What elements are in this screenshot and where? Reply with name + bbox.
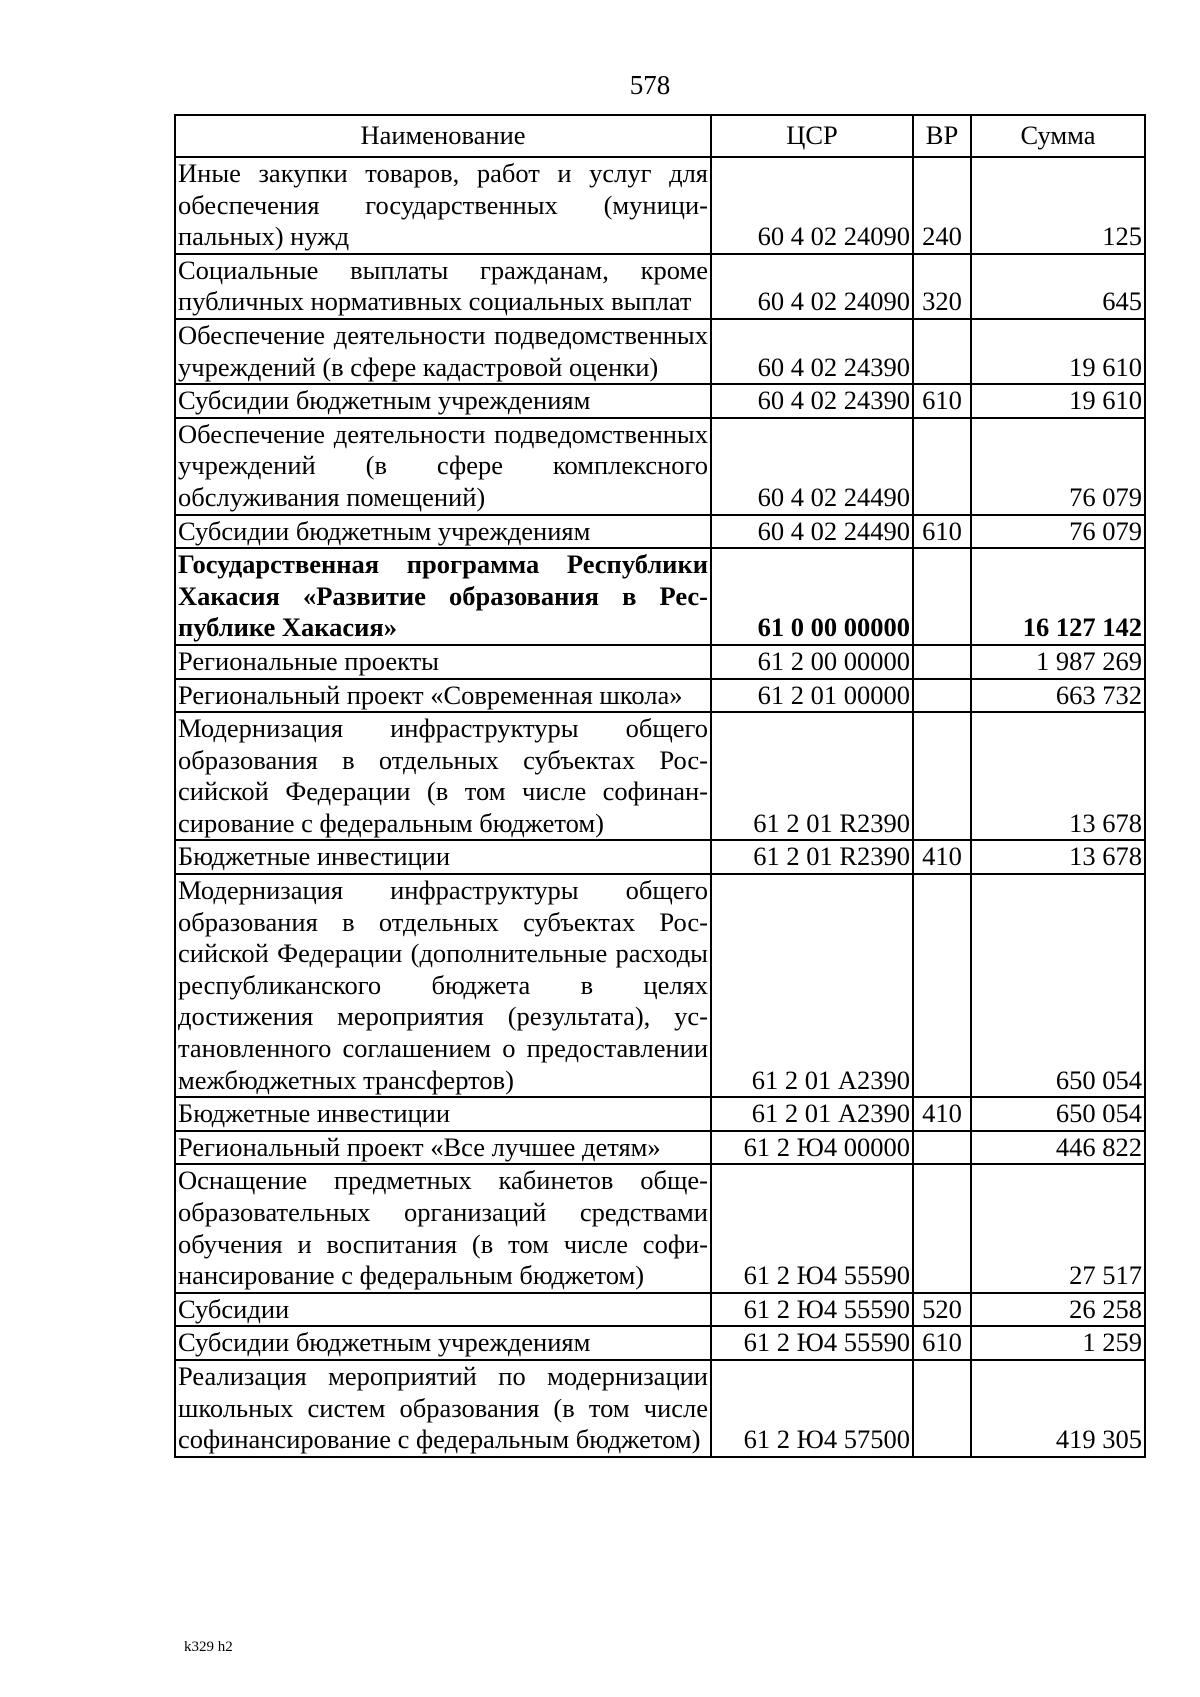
header-name: Наименование bbox=[175, 115, 711, 157]
row-vr-cell bbox=[913, 548, 971, 645]
row-name-cell: Субсидии бюджетным учреждениям bbox=[175, 1326, 711, 1360]
row-name-cell: Модернизация инфраструктуры общего образования в отдельных субъектах Российской Федерации (дополнительные расходы республиканского бюджета в целях достижения мероприятия (результата), установленного соглашением о предоставлении межбюджетных трансфертов) bbox=[175, 874, 711, 1097]
row-csr-cell: 61 2 01 R2390 bbox=[711, 840, 913, 874]
row-sum-cell: 76 079 bbox=[971, 418, 1145, 515]
table-row bbox=[175, 1131, 1145, 1165]
row-csr-cell: 61 2 Ю4 55590 bbox=[711, 1293, 913, 1327]
row-csr-cell: 60 4 02 24490 bbox=[711, 418, 913, 515]
row-sum-cell: 16 127 142 bbox=[971, 548, 1145, 645]
table-row bbox=[175, 1097, 1145, 1131]
table-row bbox=[175, 1293, 1145, 1327]
row-vr-cell bbox=[913, 1131, 971, 1165]
row-name-cell: Реализация мероприятий по модернизации школьных систем образования (в том числе софинансирование с федеральным бюджетом) bbox=[175, 1360, 711, 1457]
row-name-cell: Социальные выплаты гражданам, кроме публичных нормативных социальных выплат bbox=[175, 254, 711, 319]
table-row bbox=[175, 712, 1145, 840]
row-vr-cell bbox=[913, 645, 971, 679]
header-csr: ЦСР bbox=[711, 115, 913, 157]
row-csr-cell: 60 4 02 24090 bbox=[711, 157, 913, 254]
table-row bbox=[175, 548, 1145, 645]
table-row bbox=[175, 840, 1145, 874]
row-name-cell: Субсидии bbox=[175, 1293, 711, 1327]
row-vr-cell: 240 bbox=[913, 157, 971, 254]
row-vr-cell: 410 bbox=[913, 1097, 971, 1131]
table-row bbox=[175, 1326, 1145, 1360]
row-vr-cell: 410 bbox=[913, 840, 971, 874]
row-sum-cell: 663 732 bbox=[971, 679, 1145, 713]
row-sum-cell: 1 987 269 bbox=[971, 645, 1145, 679]
row-csr-cell: 60 4 02 24390 bbox=[711, 319, 913, 384]
row-csr-cell: 61 2 Ю4 00000 bbox=[711, 1131, 913, 1165]
table-row bbox=[175, 157, 1145, 254]
row-name-cell: Субсидии бюджетным учреждениям bbox=[175, 515, 711, 549]
row-name-cell: Бюджетные инвестиции bbox=[175, 1097, 711, 1131]
row-name-cell: Региональные проекты bbox=[175, 645, 711, 679]
row-csr-cell: 61 2 Ю4 55590 bbox=[711, 1326, 913, 1360]
row-name-cell: Региональный проект «Современная школа» bbox=[175, 679, 711, 713]
row-csr-cell: 61 2 01 А2390 bbox=[711, 874, 913, 1097]
row-vr-cell: 610 bbox=[913, 515, 971, 549]
row-name-cell: Обеспечение деятельности подведомственных учреждений (в сфере комплексного обслуживания помещений) bbox=[175, 418, 711, 515]
table-row bbox=[175, 1164, 1145, 1292]
row-sum-cell: 76 079 bbox=[971, 515, 1145, 549]
row-vr-cell: 320 bbox=[913, 254, 971, 319]
row-csr-cell: 61 2 01 А2390 bbox=[711, 1097, 913, 1131]
row-csr-cell: 61 2 Ю4 57500 bbox=[711, 1360, 913, 1457]
row-sum-cell: 650 054 bbox=[971, 874, 1145, 1097]
row-vr-cell bbox=[913, 712, 971, 840]
row-vr-cell bbox=[913, 874, 971, 1097]
row-csr-cell: 61 2 Ю4 55590 bbox=[711, 1164, 913, 1292]
row-sum-cell: 446 822 bbox=[971, 1131, 1145, 1165]
row-sum-cell: 19 610 bbox=[971, 384, 1145, 418]
row-csr-cell: 61 2 01 R2390 bbox=[711, 712, 913, 840]
row-sum-cell: 26 258 bbox=[971, 1293, 1145, 1327]
row-name-cell: Обеспечение деятельности подведомственных учреждений (в сфере кадастровой оценки) bbox=[175, 319, 711, 384]
row-vr-cell: 610 bbox=[913, 1326, 971, 1360]
row-name-cell: Оснащение предметных кабинетов общеобразовательных организаций средствами обучения и воспитания (в том числе софинансирование с федеральным бюджетом) bbox=[175, 1164, 711, 1292]
row-name-cell: Бюджетные инвестиции bbox=[175, 840, 711, 874]
row-csr-cell: 60 4 02 24390 bbox=[711, 384, 913, 418]
budget-table bbox=[174, 114, 1146, 1458]
table-header-row bbox=[175, 115, 1145, 157]
row-name-cell: Субсидии бюджетным учреждениям bbox=[175, 384, 711, 418]
row-csr-cell: 60 4 02 24490 bbox=[711, 515, 913, 549]
row-sum-cell: 19 610 bbox=[971, 319, 1145, 384]
header-vr: ВР bbox=[913, 115, 971, 157]
row-vr-cell: 610 bbox=[913, 384, 971, 418]
table-row bbox=[175, 319, 1145, 384]
row-vr-cell bbox=[913, 679, 971, 713]
table-body bbox=[175, 157, 1145, 1457]
table-row bbox=[175, 1360, 1145, 1457]
row-sum-cell: 419 305 bbox=[971, 1360, 1145, 1457]
row-sum-cell: 645 bbox=[971, 254, 1145, 319]
row-csr-cell: 60 4 02 24090 bbox=[711, 254, 913, 319]
row-sum-cell: 650 054 bbox=[971, 1097, 1145, 1131]
row-sum-cell: 13 678 bbox=[971, 712, 1145, 840]
row-sum-cell: 27 517 bbox=[971, 1164, 1145, 1292]
row-name-cell: Модернизация инфраструктуры общего образования в отдельных субъектах Российской Федерации (в том числе софинансирование с федеральным бюджетом) bbox=[175, 712, 711, 840]
footer-code: k329 h2 bbox=[184, 1639, 233, 1655]
table-row bbox=[175, 874, 1145, 1097]
table-row bbox=[175, 254, 1145, 319]
header-sum: Сумма bbox=[971, 115, 1145, 157]
row-vr-cell bbox=[913, 1164, 971, 1292]
row-vr-cell bbox=[913, 1360, 971, 1457]
row-sum-cell: 125 bbox=[971, 157, 1145, 254]
row-sum-cell: 1 259 bbox=[971, 1326, 1145, 1360]
table-row bbox=[175, 384, 1145, 418]
table-row bbox=[175, 515, 1145, 549]
row-name-cell: Иные закупки товаров, работ и услуг для обеспечения государственных (муниципальных) нужд bbox=[175, 157, 711, 254]
table-row bbox=[175, 418, 1145, 515]
row-csr-cell: 61 2 00 00000 bbox=[711, 645, 913, 679]
page-number: 578 bbox=[629, 70, 671, 100]
row-vr-cell: 520 bbox=[913, 1293, 971, 1327]
row-name-cell: Региональный проект «Все лучшее детям» bbox=[175, 1131, 711, 1165]
table-row bbox=[175, 679, 1145, 713]
row-vr-cell bbox=[913, 319, 971, 384]
row-vr-cell bbox=[913, 418, 971, 515]
table-row bbox=[175, 645, 1145, 679]
row-csr-cell: 61 2 01 00000 bbox=[711, 679, 913, 713]
row-sum-cell: 13 678 bbox=[971, 840, 1145, 874]
row-csr-cell: 61 0 00 00000 bbox=[711, 548, 913, 645]
row-name-cell: Государственная программа Республики Хакасия «Развитие образования в Республике Хакасия» bbox=[175, 548, 711, 645]
